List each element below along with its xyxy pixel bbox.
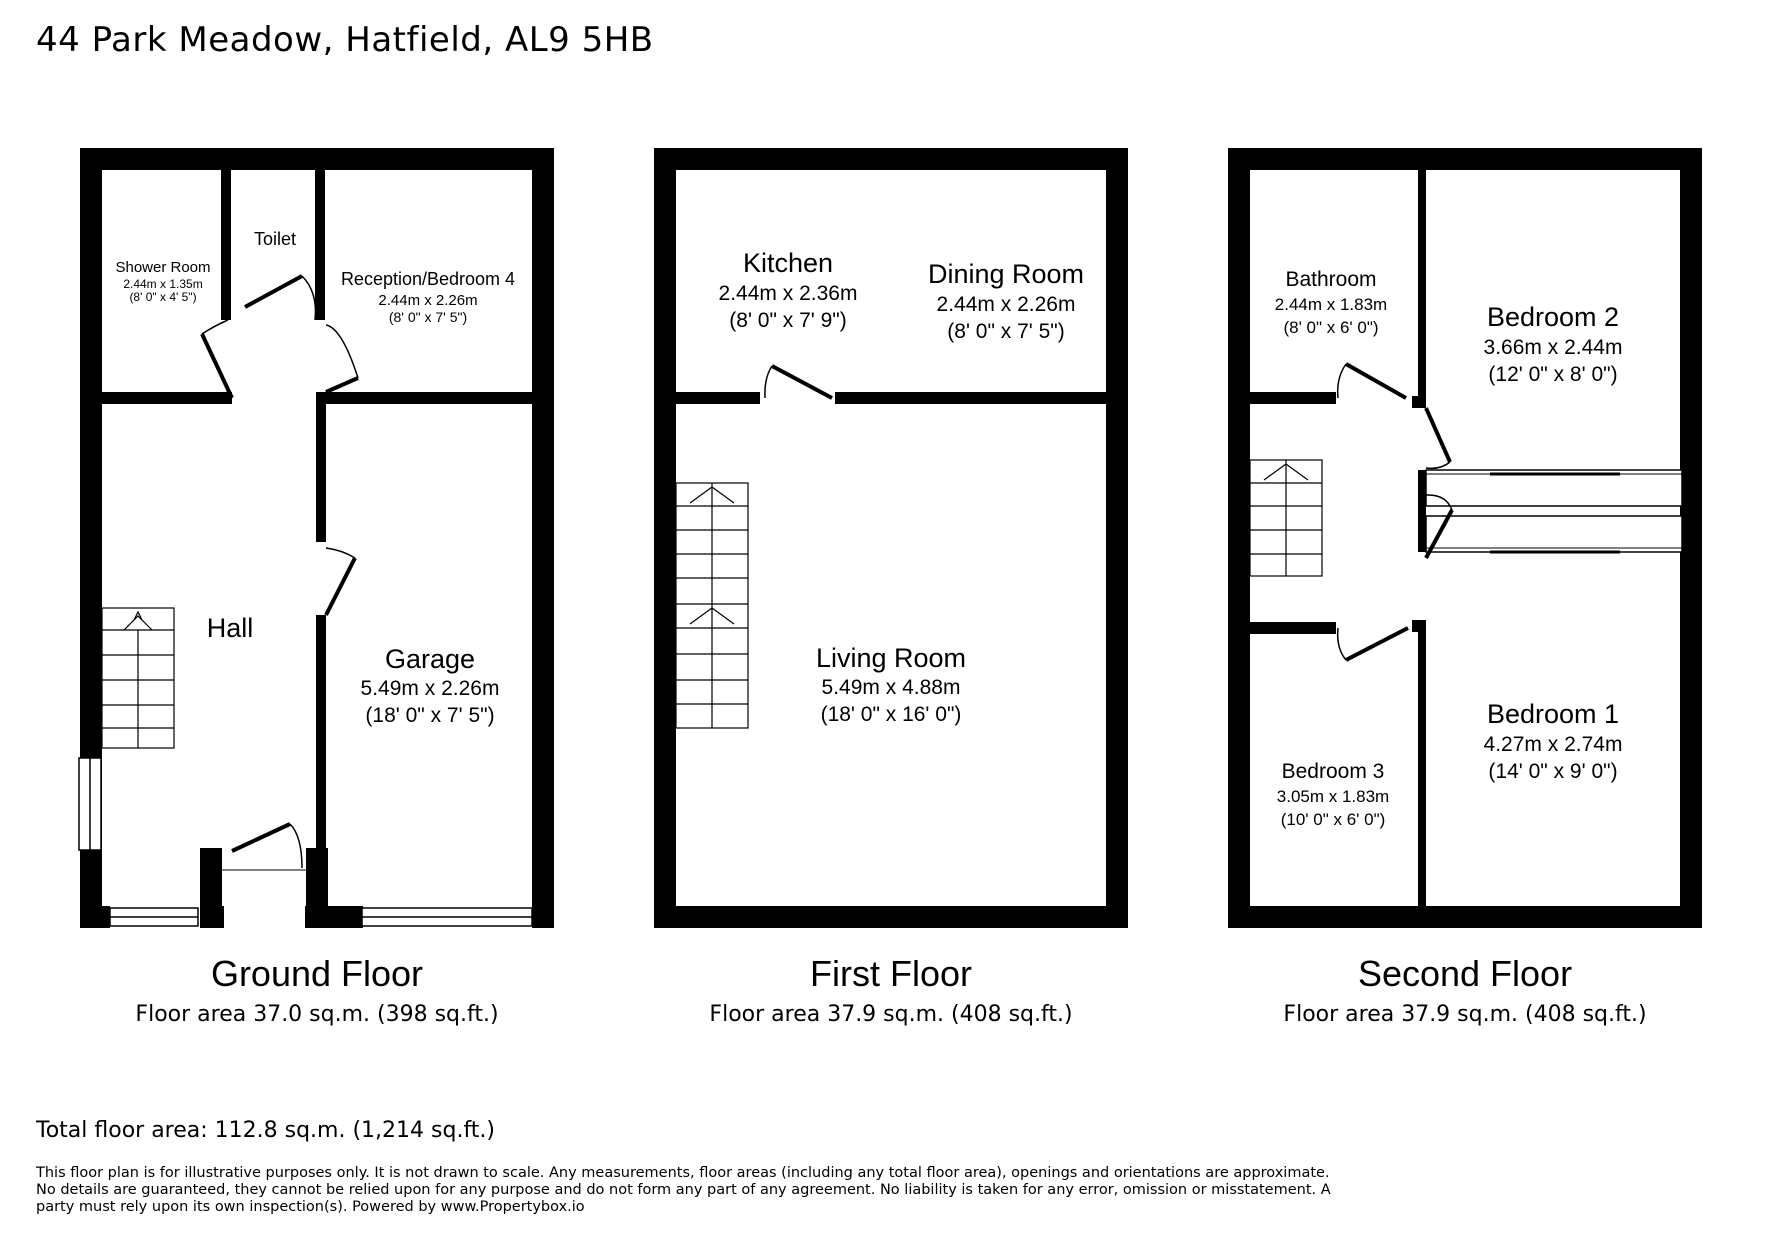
- first-doors: [772, 366, 832, 398]
- second-wardrobes: [1426, 470, 1682, 552]
- living-metric: 5.49m x 4.88m: [821, 676, 961, 699]
- shower-room-name: Shower Room: [115, 259, 211, 276]
- ground-floor-title: Ground Floor: [210, 953, 424, 994]
- kitchen-metric: 2.44m x 2.36m: [718, 282, 858, 305]
- dining-metric: 2.44m x 2.26m: [936, 293, 1076, 316]
- bedroom3-name: Bedroom 3: [1281, 760, 1385, 783]
- bathroom-metric: 2.44m x 1.83m: [1274, 295, 1388, 314]
- property-address: 44 Park Meadow, Hatfield, AL9 5HB: [36, 20, 654, 60]
- first-floor-title: First Floor: [810, 953, 972, 994]
- second-stairs: [1250, 460, 1322, 576]
- bedroom3-imperial: (10' 0" x 6' 0"): [1280, 810, 1386, 829]
- toilet-name: Toilet: [253, 229, 297, 249]
- bedroom1-metric: 4.27m x 2.74m: [1483, 733, 1623, 756]
- second-door-swings: [1338, 364, 1452, 660]
- reception-name: Reception/Bedroom 4: [340, 269, 516, 289]
- shower-room-metric: 2.44m x 1.35m: [123, 277, 203, 291]
- bedroom3-metric: 3.05m x 1.83m: [1276, 787, 1390, 806]
- total-floor-area: Total floor area: 112.8 sq.m. (1,214 sq.ft.): [36, 1118, 496, 1143]
- first-door-swings: [765, 366, 772, 398]
- bathroom-name: Bathroom: [1285, 268, 1377, 291]
- ground-floor-area: Floor area 37.0 sq.m. (398 sq.ft.): [135, 1002, 499, 1027]
- bedroom2-imperial: (12' 0" x 8' 0"): [1488, 363, 1618, 386]
- bedroom2-name: Bedroom 2: [1486, 302, 1620, 332]
- reception-imperial: (8' 0" x 7' 5"): [388, 309, 468, 325]
- dining-imperial: (8' 0" x 7' 5"): [947, 320, 1065, 343]
- shower-room-imperial: (8' 0" x 4' 5"): [129, 290, 197, 304]
- ground-windows: [79, 758, 532, 926]
- bedroom1-name: Bedroom 1: [1486, 699, 1620, 729]
- hall-name: Hall: [206, 613, 254, 643]
- kitchen-name: Kitchen: [742, 248, 834, 278]
- first-floor-plan: [654, 148, 1128, 928]
- bathroom-imperial: (8' 0" x 6' 0"): [1283, 318, 1379, 337]
- first-floor-area: Floor area 37.9 sq.m. (408 sq.ft.): [709, 1002, 1073, 1027]
- first-interior-walls: [676, 392, 1106, 404]
- living-imperial: (18' 0" x 16' 0"): [820, 703, 962, 726]
- living-name: Living Room: [815, 643, 967, 673]
- reception-metric: 2.44m x 2.26m: [378, 292, 478, 309]
- ground-doors: [202, 276, 358, 851]
- dining-name: Dining Room: [927, 259, 1085, 289]
- second-floor-title: Second Floor: [1357, 953, 1573, 994]
- disclaimer-text: This floor plan is for illustrative purposes only. It is not drawn to scale. Any measurements, floor areas (including any total floor area), openings and orientations are approximate. No details are guaranteed, they cannot be relied upon for any purpose and do not form any part of any agreement. No liability is taken for any error, omission or misstatement. A party must rely upon its own inspection(s). Powered by www.Propertybox.io: [36, 1165, 1331, 1215]
- second-floor-plan: [1228, 148, 1702, 928]
- garage-name: Garage: [384, 644, 476, 674]
- bedroom1-imperial: (14' 0" x 9' 0"): [1488, 760, 1618, 783]
- garage-metric: 5.49m x 2.26m: [360, 677, 500, 700]
- ground-floor-plan: [79, 148, 554, 928]
- ground-door-swings: [202, 276, 358, 870]
- bedroom2-metric: 3.66m x 2.44m: [1483, 336, 1623, 359]
- kitchen-imperial: (8' 0" x 7' 9"): [729, 309, 847, 332]
- first-stairs: [676, 483, 748, 728]
- ground-stairs: [102, 608, 174, 748]
- second-doors: [1346, 364, 1452, 660]
- garage-imperial: (18' 0" x 7' 5"): [365, 704, 495, 727]
- second-floor-area: Floor area 37.9 sq.m. (408 sq.ft.): [1283, 1002, 1647, 1027]
